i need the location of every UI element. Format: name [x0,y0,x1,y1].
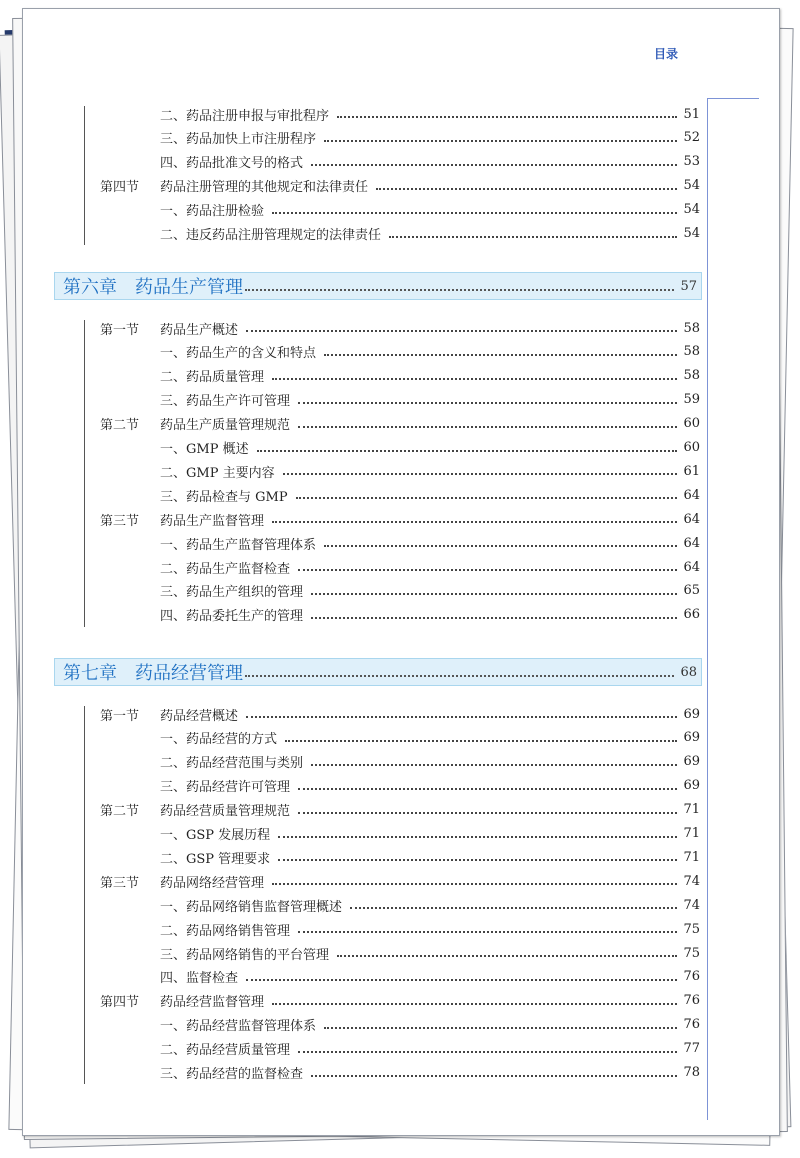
page-number: 64 [683,487,700,503]
page-number: 54 [683,226,700,241]
entry-title: 一、药品网络销售监督管理概述 [160,899,343,915]
entry-title: 一、药品注册检验 [160,204,265,220]
chapter-heading[interactable] [54,658,702,686]
dot-leader [272,993,677,1005]
subsection-entry[interactable] [100,967,700,987]
entry-title: 四、药品批准文号的格式 [160,156,304,172]
page-number: 57 [680,278,697,294]
dot-leader [278,849,677,861]
entry-title: 药品生产质量管理规范 [160,418,291,434]
page-number: 54 [683,178,700,194]
section-bracket-line [84,706,85,1084]
subsection-entry[interactable] [100,224,700,244]
dot-leader [296,487,677,499]
page-number: 71 [683,849,700,865]
page-number: 69 [683,754,700,770]
dot-leader [389,226,677,238]
running-header: 目录 [654,47,679,61]
dot-leader [298,416,677,428]
entry-title: 一、药品经营的方式 [160,732,278,748]
subsection-entry[interactable] [100,1039,700,1059]
entry-title: 二、违反药品注册管理规定的法律责任 [160,228,382,243]
subsection-entry[interactable] [100,533,700,553]
margin-frame-line [707,98,759,99]
dot-leader [298,1041,677,1053]
page-number: 51 [683,106,700,122]
entry-title: 三、药品检查与 GMP [160,489,288,505]
dot-leader [298,921,677,933]
subsection-entry[interactable] [100,1015,700,1035]
page-number: 69 [683,778,700,794]
margin-frame-line [707,98,708,1120]
dot-leader [311,754,677,766]
section-number: 第一节 [100,708,140,724]
dot-leader [311,607,677,619]
subsection-entry[interactable] [100,847,700,867]
page-number: 75 [683,921,700,937]
entry-title: 药品经营概述 [160,708,239,724]
page-number: 58 [683,320,700,336]
page-number: 66 [683,607,700,623]
page-number: 52 [683,130,700,146]
subsection-entry[interactable] [100,728,700,748]
dot-leader [298,778,677,790]
dot-leader [246,969,677,981]
page-number: 78 [683,1065,700,1080]
dot-leader [311,154,677,166]
dot-leader [245,665,674,677]
entry-title: 药品生产监督管理 [160,513,265,529]
section-number: 第二节 [100,418,140,434]
page-number: 58 [683,344,700,360]
chapter-number: 第六章 [63,277,117,298]
section-entry[interactable] [100,704,700,724]
dot-leader [376,178,677,190]
subsection-entry[interactable] [100,128,700,148]
entry-title: 二、药品生产监督检查 [160,561,291,577]
dot-leader [285,730,677,742]
dot-leader [324,1017,677,1029]
section-number: 第二节 [100,804,140,820]
subsection-entry[interactable] [100,1063,700,1083]
page-number: 61 [683,463,700,479]
subsection-entry[interactable] [100,557,700,577]
page-number: 64 [683,535,700,551]
subsection-entry[interactable] [100,342,700,362]
entry-title: 药品注册管理的其他规定和法律责任 [160,180,369,196]
page-number: 74 [683,873,700,889]
page-number: 76 [683,993,700,1009]
entry-title: 药品生产概述 [160,322,239,338]
subsection-entry[interactable] [100,895,700,915]
dot-leader [272,511,677,523]
subsection-entry[interactable] [100,366,700,386]
entry-title: 三、药品网络销售的平台管理 [160,947,330,963]
subsection-entry[interactable] [100,152,700,172]
section-number: 第四节 [100,180,140,196]
page-number: 76 [683,969,700,985]
entry-title: 三、药品加快上市注册程序 [160,132,317,148]
chapter-title: 药品经营管理 [135,663,243,684]
section-entry[interactable] [100,991,700,1011]
entry-title: 二、GMP 主要内容 [160,465,275,481]
dot-leader [246,320,677,332]
section-entry[interactable] [100,800,700,820]
entry-title: 一、药品生产的含义和特点 [160,346,317,362]
page-number: 53 [683,154,700,170]
page-number: 54 [683,202,700,218]
page-number: 76 [683,1017,700,1033]
section-entry[interactable] [100,414,700,434]
page-number: 69 [683,730,700,746]
subsection-entry[interactable] [100,943,700,963]
page-number: 75 [683,945,700,961]
entry-title: 三、药品生产许可管理 [160,394,291,410]
subsection-entry[interactable] [100,776,700,796]
entry-title: 一、药品生产监督管理体系 [160,537,317,553]
entry-title: 二、药品质量管理 [160,370,265,386]
dot-leader [278,826,677,838]
dot-leader [298,559,677,571]
section-entry[interactable] [100,176,700,196]
subsection-entry[interactable] [100,200,700,220]
dot-leader [311,583,677,595]
entry-title: 二、GSP 管理要求 [160,851,271,867]
entry-title: 四、药品委托生产的管理 [160,609,304,625]
section-entry[interactable] [100,318,700,338]
page-number: 74 [683,897,700,913]
dot-leader [272,202,677,214]
entry-title: 四、监督检查 [160,971,239,987]
dot-leader [283,463,677,475]
chapter-number: 第七章 [63,663,117,684]
entry-title: 三、药品经营的监督检查 [160,1067,304,1082]
subsection-entry[interactable] [100,461,700,481]
page-number: 64 [683,559,700,575]
subsection-entry[interactable] [100,824,700,844]
dot-leader [324,344,677,356]
section-number: 第四节 [100,995,140,1011]
subsection-entry[interactable] [100,438,700,458]
dot-leader [298,392,677,404]
dot-leader [272,873,677,885]
subsection-entry[interactable] [100,581,700,601]
page-number: 69 [683,706,700,722]
page-number: 58 [683,368,700,384]
page-number: 77 [683,1041,700,1057]
dot-leader [350,897,677,909]
entry-title: 二、药品经营范围与类别 [160,756,304,772]
subsection-entry[interactable] [100,390,700,410]
chapter-title: 药品生产管理 [135,277,243,298]
entry-title: 药品网络经营管理 [160,875,265,891]
page-number: 60 [683,416,700,432]
entry-title: 二、药品注册申报与审批程序 [160,108,330,124]
dot-leader [324,130,677,142]
subsection-entry[interactable] [100,485,700,505]
subsection-entry[interactable] [100,605,700,625]
entry-title: 二、药品网络销售管理 [160,923,291,939]
dot-leader [246,706,677,718]
subsection-entry[interactable] [100,919,700,939]
page-number: 71 [683,826,700,841]
section-number: 第三节 [100,513,140,529]
entry-title: 药品经营质量管理规范 [160,804,291,820]
dot-leader [272,368,677,380]
entry-title: 三、药品经营许可管理 [160,780,291,796]
page-number: 64 [683,511,700,527]
dot-leader [298,802,677,814]
page-number: 59 [683,392,700,408]
section-bracket-line [84,320,85,627]
dot-leader [257,440,677,452]
dot-leader [337,106,677,118]
entry-title: 一、药品经营监督管理体系 [160,1019,317,1035]
section-number: 第三节 [100,875,140,891]
section-number: 第一节 [100,322,140,338]
subsection-entry[interactable] [100,104,700,124]
page-number: 65 [683,583,700,599]
entry-title: 一、GSP 发展历程 [160,828,271,843]
dot-leader [311,1065,677,1077]
entry-title: 三、药品生产组织的管理 [160,585,304,601]
section-bracket-line [84,106,85,245]
page-number: 71 [683,802,700,818]
page-number: 68 [680,664,697,680]
dot-leader [337,945,677,957]
dot-leader [324,535,677,547]
entry-title: 药品经营监督管理 [160,995,265,1011]
entry-title: 二、药品经营质量管理 [160,1043,291,1059]
chapter-heading[interactable] [54,272,702,300]
section-entry[interactable] [100,509,700,529]
section-entry[interactable] [100,871,700,891]
dot-leader [245,279,674,291]
page-number: 60 [683,440,700,455]
subsection-entry[interactable] [100,752,700,772]
entry-title: 一、GMP 概述 [160,442,249,457]
